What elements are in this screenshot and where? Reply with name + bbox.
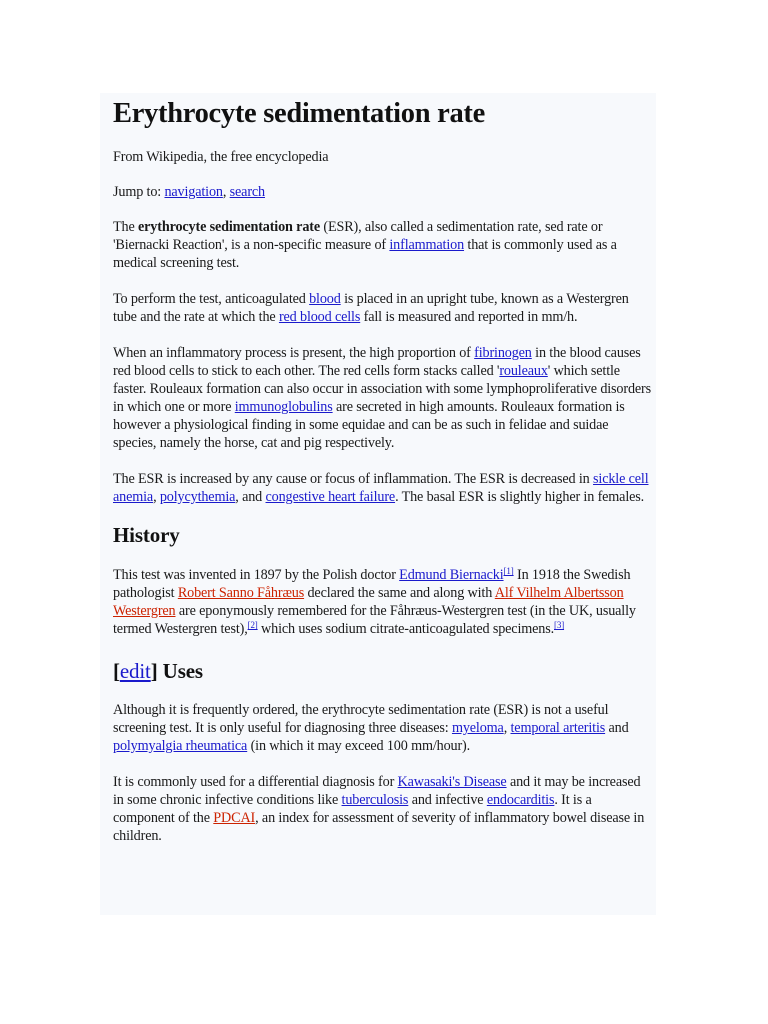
increase-text-3: , and: [235, 489, 266, 505]
polycythemia-link[interactable]: polycythemia: [159, 489, 236, 505]
reference-1-link[interactable]: [1]: [503, 566, 514, 576]
tuberculosis-link[interactable]: tuberculosis: [341, 792, 409, 808]
increase-text-1: The ESR is increased by any cause or focus of inflammation. The ESR is decreased in: [113, 471, 594, 487]
inflammatory-paragraph: [113, 344, 653, 452]
congestive-heart-failure-link[interactable]: congestive heart failure: [265, 489, 396, 505]
uses-paragraph-2: [113, 773, 653, 845]
edit-uses-link[interactable]: edit: [119, 659, 151, 683]
intro-paragraph: [113, 218, 653, 272]
blood-link[interactable]: blood: [309, 291, 341, 307]
uses-1-text-4: (in which it may exceed 100 mm/hour).: [247, 738, 471, 754]
tagline: From Wikipedia, the free encyclopedia: [113, 149, 329, 165]
intro-text-1: The: [113, 219, 139, 235]
inflammatory-text-4: are secreted in high amounts. Rouleaux formation is however a physiological finding in some equidae and can be as such in felidae and suidae species, namely the horse, cat and pig respectively.: [113, 399, 625, 451]
edit-bracket-open: [: [113, 659, 120, 683]
reference-3-link[interactable]: [3]: [554, 620, 565, 630]
history-text-5: which uses sodium citrate-anticoagulated specimens.: [257, 621, 554, 637]
uses-2-text-1: It is commonly used for a differential diagnosis for: [113, 774, 398, 790]
kawasaki-disease-link[interactable]: Kawasaki's Disease: [397, 774, 507, 790]
uses-heading: [113, 658, 653, 684]
navigation-link[interactable]: navigation: [164, 184, 223, 200]
increase-text-2: ,: [153, 489, 160, 505]
page-title: Erythrocyte sedimentation rate: [113, 98, 485, 129]
procedure-text-2: is placed in an upright tube, known as a Westergren tube and the rate at which the: [113, 291, 629, 325]
robert-fahraeus-link[interactable]: Robert Sanno Fåhræus: [177, 585, 305, 601]
article-page: [100, 93, 656, 915]
history-paragraph: [113, 566, 653, 638]
history-text-1: This test was invented in 1897 by the Polish doctor: [113, 567, 400, 583]
alf-westergren-link[interactable]: Alf Vilhelm Albertsson Westergren: [113, 585, 624, 619]
procedure-text-3: fall is measured and reported in mm/h.: [360, 309, 578, 325]
temporal-arteritis-link[interactable]: temporal arteritis: [510, 720, 606, 736]
increase-text-4: . The basal ESR is slightly higher in females.: [395, 489, 645, 505]
uses-2-text-2: and it may be increased in some chronic infective conditions like: [113, 774, 641, 808]
edit-bracket-close: ]: [150, 659, 158, 683]
jump-separator: ,: [222, 184, 230, 200]
reference-2-link[interactable]: [2]: [247, 620, 258, 630]
inflammatory-text-3: ' which settle faster. Rouleaux formation can also occur in association with some lymphoproliferative disorders in which one or more: [113, 363, 651, 415]
immunoglobulins-link[interactable]: immunoglobulins: [234, 399, 333, 415]
red-blood-cells-link[interactable]: red blood cells: [278, 309, 361, 325]
uses-heading-text: Uses: [157, 659, 203, 683]
rouleaux-link[interactable]: rouleaux: [499, 363, 548, 379]
article-content: [113, 93, 653, 845]
increase-paragraph: [113, 470, 653, 506]
procedure-text-1: To perform the test, anticoagulated: [113, 291, 310, 307]
jump-to-line: [113, 183, 653, 201]
inflammatory-text-1: When an inflammatory process is present, the high proportion of: [113, 345, 475, 361]
history-text-4: are eponymously remembered for the Fåhræus-Westergren test (in the UK, usually termed Westergren test),: [113, 603, 636, 637]
pdcai-link[interactable]: PDCAI: [213, 810, 256, 826]
jump-to-label: Jump to:: [113, 184, 165, 200]
uses-1-text-1: Although it is frequently ordered, the erythrocyte sedimentation rate (ESR) is not a useful screening test. It is only useful for diagnosing three diseases:: [113, 702, 609, 736]
inflammation-link[interactable]: inflammation: [389, 237, 465, 253]
myeloma-link[interactable]: myeloma: [451, 720, 504, 736]
endocarditis-link[interactable]: endocarditis: [486, 792, 555, 808]
search-link[interactable]: search: [229, 184, 265, 200]
sickle-cell-anemia-link[interactable]: sickle cell anemia: [113, 471, 649, 505]
fibrinogen-link[interactable]: fibrinogen: [474, 345, 532, 361]
edmund-biernacki-link[interactable]: Edmund Biernacki: [399, 567, 504, 583]
inflammatory-text-2: in the blood causes red blood cells to stick to each other. The red cells form stacks called ': [113, 345, 641, 379]
uses-1-text-2: ,: [503, 720, 511, 736]
polymyalgia-rheumatica-link[interactable]: polymyalgia rheumatica: [113, 738, 248, 754]
uses-2-text-4: . It is a component of the: [113, 792, 592, 826]
history-text-2: In 1918 the Swedish pathologist: [113, 567, 631, 601]
history-heading: History: [113, 523, 180, 547]
intro-text-2: (ESR), also called a sedimentation rate, sed rate or 'Biernacki Reaction', is a non-specific measure of: [113, 219, 603, 253]
uses-2-text-3: and infective: [408, 792, 487, 808]
history-text-3: declared the same and along with: [304, 585, 495, 601]
uses-2-text-5: , an index for assessment of severity of inflammatory bowel disease in children.: [113, 810, 645, 844]
intro-bold-term: erythrocyte sedimentation rate: [138, 219, 320, 235]
intro-text-3: that is commonly used as a medical screening test.: [113, 237, 617, 271]
uses-paragraph-1: [113, 701, 653, 755]
uses-1-text-3: and: [605, 720, 629, 736]
procedure-paragraph: [113, 290, 653, 326]
